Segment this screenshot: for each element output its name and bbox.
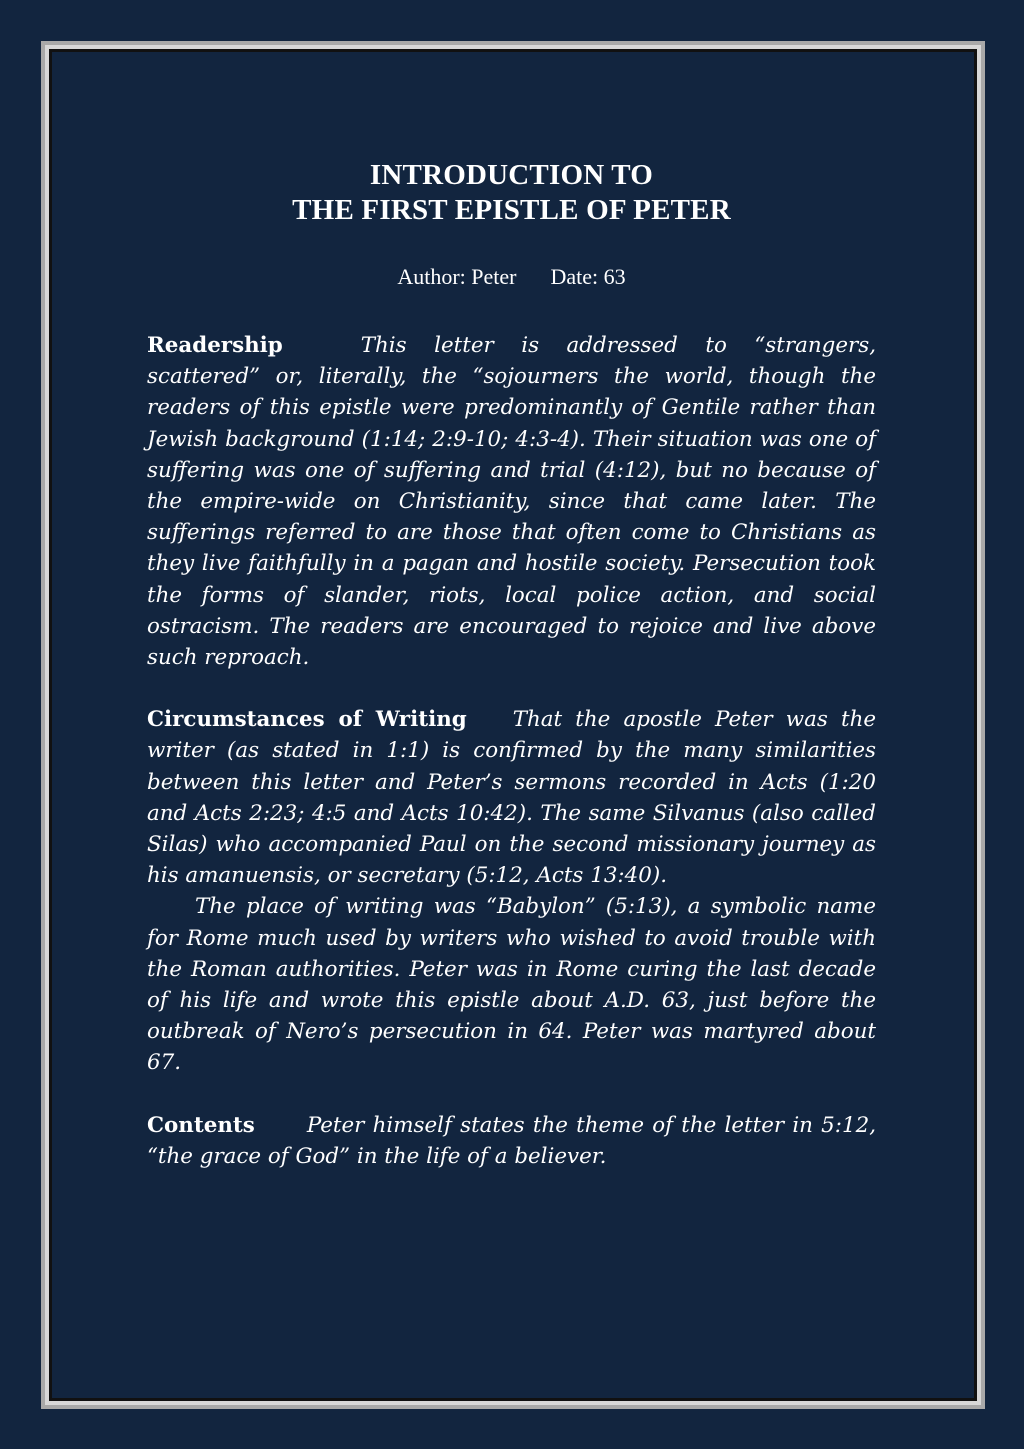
document-content bbox=[147, 158, 876, 1172]
title-line-1: INTRODUCTION TO bbox=[369, 159, 654, 191]
contents-heading: Contents bbox=[147, 1112, 255, 1138]
circumstances-heading: Circumstances of Writing bbox=[147, 707, 467, 733]
date-label: Date: 63 bbox=[550, 264, 626, 289]
circumstances-paragraph-2-text: The place of writing was “Babylon” (5:13), a symbolic name for Rome much used by writers who wished to avoid trouble with the Roman authorities. Peter was in Rome curing the last decade of his life and wrote this epistle about A.D. 63, just before the outbreak of Nero’s persecution in 64. Peter was martyred about 67. bbox=[147, 894, 876, 1076]
readership-text: This letter is addressed to “strangers, scattered” or, literally, the “sojourners the world, though the readers of this epistle were predominantly of Gentile rather than Jewish background (1:14; 2:9-10; 4:3-4). Their situation was one of suffering was one of suffering and trial (4:12), but no because of the empire-wide on Christianity, since that came later. The sufferings referred to are those that often come to Christians as they live faithfully in a pagan and hostile society. Persecution took the forms of slander, riots, local police action, and social ostracism. The readers are encouraged to rejoice and live above such reproach. bbox=[147, 333, 876, 671]
circumstances-text: That the apostle Peter was the writer (as stated in 1:1) is confirmed by the many similarities between this letter and Peter’s sermons recorded in Acts (1:20 and Acts 2:23; 4:5 and Acts 10:42). The same Silvanus (also called Silas) who accompanied Paul on the second missionary journey as his amanuensis, or secretary (5:12, Acts 13:40). bbox=[147, 707, 876, 889]
title-line-2: THE FIRST EPISTLE OF PETER bbox=[292, 194, 731, 226]
document-meta bbox=[147, 264, 876, 290]
section-contents bbox=[147, 1110, 876, 1172]
document-title bbox=[147, 158, 876, 228]
readership-heading: Readership bbox=[147, 333, 283, 358]
section-readership bbox=[147, 330, 876, 673]
section-circumstances bbox=[147, 704, 876, 891]
contents-text: Peter himself states the theme of the letter in 5:12, “the grace of God” in the life of a believer. bbox=[147, 1112, 876, 1169]
author-label: Author: Peter bbox=[397, 264, 517, 289]
section-circumstances-paragraph-2 bbox=[147, 891, 876, 1078]
